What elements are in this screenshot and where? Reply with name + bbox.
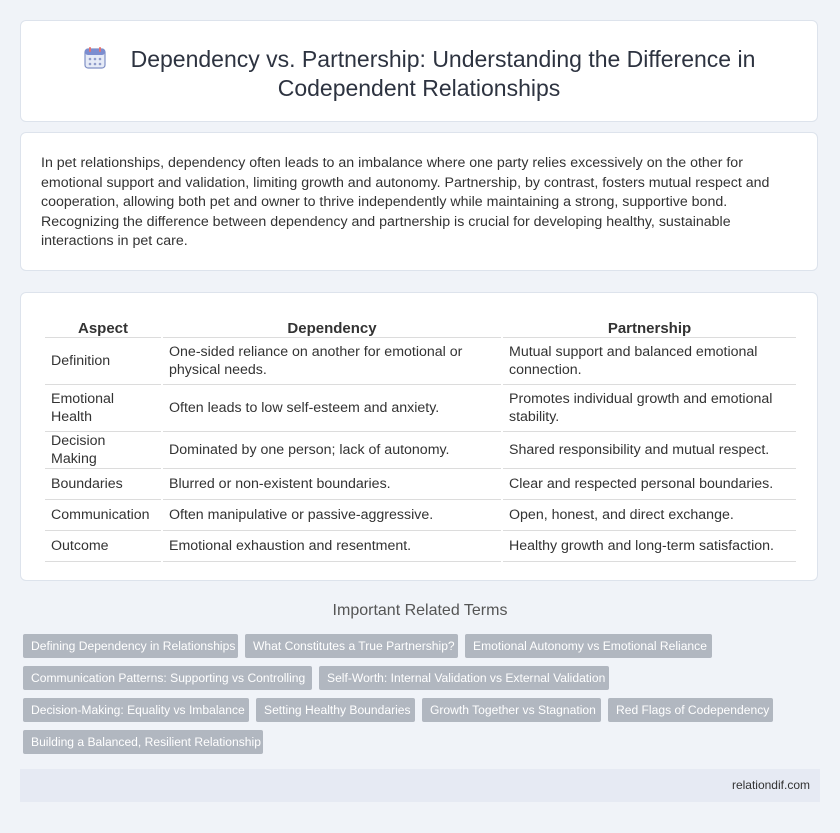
related-tag[interactable]: Defining Dependency in Relationships: [23, 634, 238, 658]
table-row: [45, 531, 796, 562]
related-tag[interactable]: Growth Together vs Stagnation: [422, 698, 601, 722]
related-tag[interactable]: Building a Balanced, Resilient Relationship: [23, 730, 263, 754]
intro-text: In pet relationships, dependency often leads to an imbalance where one party relies excessively on the other for emotional support and validation, limiting growth and autonomy. Partnership, by contrast, fosters mutual respect and cooperation, allowing both pet and owner to thrive independently while maintaining a strong, supportive bond. Recognizing the difference between dependency and partnership is crucial for developing healthy, sustainable interactions in pet care.: [41, 155, 770, 250]
related-tag[interactable]: Red Flags of Codependency: [608, 698, 773, 722]
aspect-cell: Emotional Health: [45, 385, 161, 432]
aspect-cell: Communication: [45, 500, 161, 531]
dependency-cell: Blurred or non-existent boundaries.: [163, 469, 501, 500]
site-link[interactable]: relationdif.com: [731, 778, 810, 792]
calendar-icon: [83, 46, 107, 70]
related-tag[interactable]: Communication Patterns: Supporting vs Controlling: [23, 666, 312, 690]
dependency-cell: Dominated by one person; lack of autonomy.: [163, 432, 501, 469]
header-card: [20, 20, 818, 122]
partnership-cell: Healthy growth and long-term satisfaction.: [503, 531, 796, 562]
title-line-2: Codependent Relationships: [277, 75, 561, 101]
related-tag[interactable]: Decision-Making: Equality vs Imbalance: [23, 698, 249, 722]
table-row: [45, 500, 796, 531]
header-partnership: Partnership: [503, 315, 796, 338]
aspect-cell: Definition: [45, 338, 161, 385]
related-tag[interactable]: Self-Worth: Internal Validation vs External Validation: [319, 666, 609, 690]
intro-card: [20, 132, 818, 271]
table-row: [45, 469, 796, 500]
page-title: [21, 45, 817, 103]
header-aspect: Aspect: [45, 315, 161, 338]
dependency-cell: Often manipulative or passive-aggressive.: [163, 500, 501, 531]
partnership-cell: Promotes individual growth and emotional stability.: [503, 385, 796, 432]
partnership-cell: Shared responsibility and mutual respect.: [503, 432, 796, 469]
partnership-cell: Open, honest, and direct exchange.: [503, 500, 796, 531]
aspect-cell: Boundaries: [45, 469, 161, 500]
aspect-cell: Outcome: [45, 531, 161, 562]
dependency-cell: Emotional exhaustion and resentment.: [163, 531, 501, 562]
aspect-cell: Decision Making: [45, 432, 161, 469]
footer: [20, 769, 820, 802]
dependency-cell: Often leads to low self-esteem and anxiety.: [163, 385, 501, 432]
comparison-table: [43, 315, 798, 562]
table-row: [45, 432, 796, 469]
table-row: [45, 338, 796, 385]
partnership-cell: Clear and respected personal boundaries.: [503, 469, 796, 500]
related-tag[interactable]: What Constitutes a True Partnership?: [245, 634, 458, 658]
related-tag[interactable]: Emotional Autonomy vs Emotional Reliance: [465, 634, 712, 658]
table-row: [45, 385, 796, 432]
related-terms-title: Important Related Terms: [332, 602, 508, 619]
header-dependency: Dependency: [163, 315, 501, 338]
dependency-cell: One-sided reliance on another for emotional or physical needs.: [163, 338, 501, 385]
comparison-card: [20, 292, 818, 581]
title-line-1: Dependency vs. Partnership: Understanding the Difference in: [130, 46, 756, 72]
related-tag[interactable]: Setting Healthy Boundaries: [256, 698, 415, 722]
partnership-cell: Mutual support and balanced emotional connection.: [503, 338, 796, 385]
table-header-row: [45, 315, 796, 338]
